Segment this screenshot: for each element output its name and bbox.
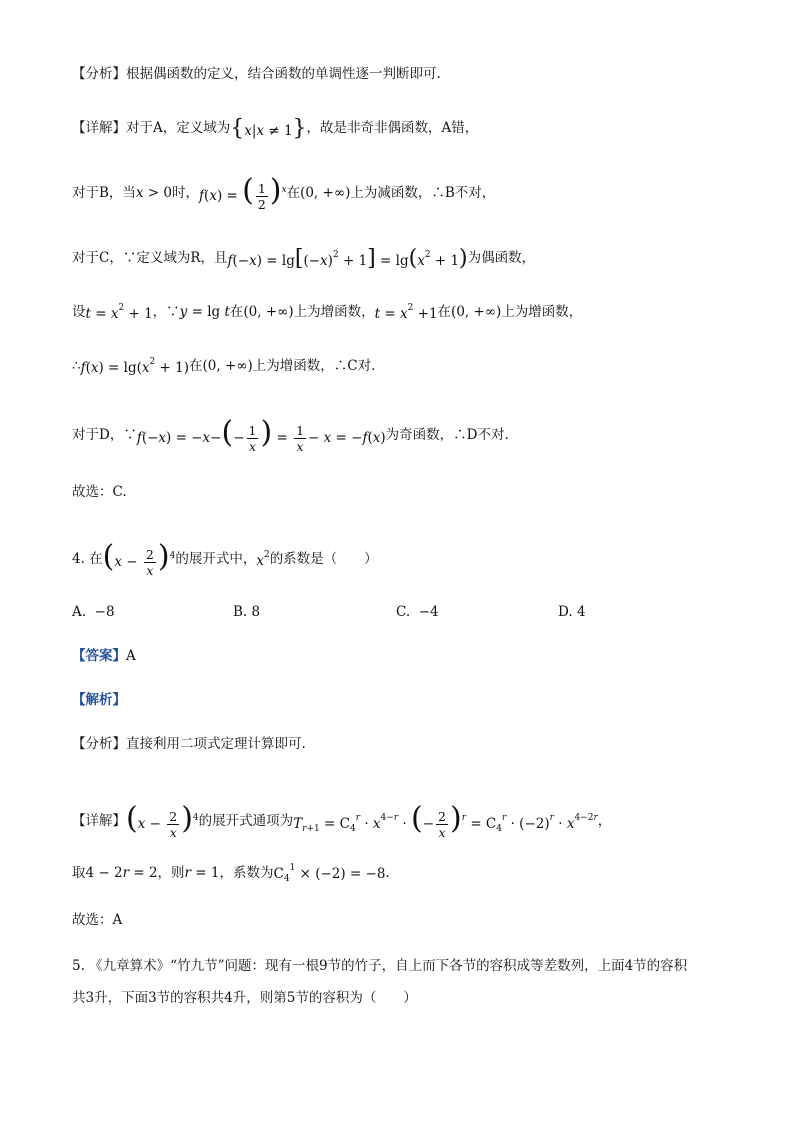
math-interval-3: (0, +∞): [451, 304, 502, 320]
math-x-gt-0: x > 0: [135, 184, 173, 201]
domain-set: {x|x ≠ 1}: [230, 116, 307, 141]
answer-value: A: [126, 648, 136, 664]
line-c-text-1: 对于C，∵定义域为R，且: [72, 250, 228, 267]
choose-text-1: 故选：C.: [72, 484, 127, 500]
option-d-value: 4: [576, 604, 586, 620]
math-interval: (0, +∞): [300, 184, 351, 201]
detail2-text-2: ，: [597, 812, 612, 829]
option-b-label: B.: [233, 604, 248, 620]
line-c-text-2: 为偶函数，: [467, 250, 536, 267]
line-set-text-4: 上为增函数，: [293, 304, 375, 320]
q5-text-1: 5. 《九章算术》“竹九节”问题：现有一根9节的竹子，自上而下各节的容积成等差数列，上面4节的容积: [72, 958, 688, 974]
line-take-text-2: ，则: [157, 865, 185, 882]
math-interval-2: (0, +∞): [243, 304, 294, 320]
option-d-label: D.: [558, 604, 573, 620]
detail2-text-1: 的展开式通项为: [198, 812, 294, 829]
line-option-c: [72, 248, 754, 270]
analysis-text-2: 直接利用二项式定理计算即可.: [126, 736, 306, 752]
math-t-def: $t = x^2 + 1$: [85, 303, 153, 322]
answer-line: [72, 650, 754, 664]
line-set-text-1: 设: [72, 304, 86, 320]
line-option-b: [72, 173, 754, 212]
q5-text-2: 共3升，下面3节的容积共4升，则第5节的容积为（ ）: [72, 990, 417, 1006]
line-b-text-4: 上为减函数，∴B不对，: [350, 184, 496, 201]
q4-text-2: 的展开式中，: [175, 550, 257, 567]
analysis-line-2: [72, 738, 754, 752]
jiexi-tag: 【解析】: [72, 692, 126, 708]
math-y-lg-t: y = lg t: [179, 304, 230, 320]
q4-options: [72, 604, 712, 624]
math-interval-4: (0, +∞): [202, 358, 253, 374]
math-f-lg: $f(x) = \lg(x^2 + 1)$: [80, 357, 190, 376]
analysis-text: 根据偶函数的定义，结合函数的单调性逐一判断即可.: [126, 66, 441, 82]
line-set-text-5: 在: [437, 304, 452, 320]
detail-tag: 【详解】: [72, 120, 126, 137]
math-eq-4-2r: 4 − 2r = 2: [85, 865, 158, 882]
question-5-line-2: [72, 992, 754, 1006]
line-therefore-text-2: 在: [189, 358, 203, 374]
analysis-tag-2: 【分析】: [72, 736, 126, 752]
line-set-t: [72, 304, 754, 322]
analysis-line-1: [72, 68, 754, 82]
line-set-text-2: ，∵: [152, 304, 180, 320]
choose-line-2: [72, 914, 754, 928]
option-d: [558, 604, 586, 620]
jiexi-line: [72, 694, 754, 708]
math-f-neg-x-lg: $f(-x) = \lg[(-x)^2 + 1] = \lg(x^2 + 1)$: [227, 246, 468, 271]
choose-line-1: [72, 486, 754, 500]
detail-text-1: 对于A，定义域为: [126, 120, 231, 137]
line-take: [72, 864, 754, 884]
analysis-tag: 【分析】: [72, 66, 126, 82]
detail-text-2: ，故是非奇非偶函数，A错，: [306, 120, 479, 137]
choose-text-2: 故选：A: [72, 912, 123, 928]
question-4: [72, 539, 754, 578]
line-b-text-2: 时，: [172, 184, 200, 201]
option-c-value: −4: [418, 604, 439, 620]
math-f-odd: f(−x) = −x−(− $\frac{1}{x}$ ) = $\frac{1}{x}$ − x = −f(x): [136, 415, 386, 454]
line-take-text-1: 取: [72, 865, 86, 882]
option-a-value: −8: [94, 604, 115, 620]
line-therefore: [72, 358, 754, 376]
option-a-label: A.: [72, 604, 87, 620]
math-r-eq-1: r = 1: [184, 865, 220, 882]
option-c-label: C.: [396, 604, 411, 620]
math-x-squared: $x^2$: [256, 549, 270, 569]
option-c: [396, 604, 439, 620]
line-set-text-6: 上为增函数，: [501, 304, 583, 320]
math-f-half-power: f(x) = ( $\frac{1}{2}$ )$^x$: [199, 173, 287, 212]
detail-line-a: [72, 118, 754, 140]
q4-number: 4. 在: [72, 550, 103, 567]
line-therefore-text-3: 上为增函数，∴C对.: [252, 358, 376, 374]
line-d-text-2: 为奇函数，∴D不对.: [385, 426, 509, 443]
line-option-d: [72, 415, 754, 454]
math-binomial-2: (x − $\frac{2}{x}$ )$^4$: [126, 801, 199, 840]
question-5-line-1: [72, 960, 754, 974]
line-therefore-text-1: ∴: [72, 358, 81, 374]
line-take-text-3: ，系数为: [219, 865, 274, 882]
line-b-text-3: 在: [286, 184, 301, 201]
line-b-text-1: 对于B，当: [72, 184, 136, 201]
option-b-value: 8: [251, 604, 261, 620]
answer-tag: 【答案】: [72, 648, 126, 664]
option-a: [72, 604, 115, 620]
math-binomial: (x − $\frac{2}{x}$ )$^4$: [102, 539, 176, 578]
detail-tag-2: 【详解】: [72, 812, 126, 829]
option-b: [233, 604, 260, 620]
q4-text-3: 的系数是（ ）: [269, 550, 378, 567]
math-t-def-2: $t = x^2 +1$: [374, 303, 438, 322]
line-d-text-1: 对于D，∵: [72, 426, 137, 443]
line-set-text-3: 在: [229, 304, 244, 320]
math-general-term: $T_{r+1} = C_4^r \cdot x^{4-r}$ · (− $\frac{2}{x}$ )$^r = C_4^r \cdot (-2)^r \cdot x^{4-2r}$: [293, 801, 598, 840]
detail-line-2: [72, 801, 754, 840]
math-coef: $C_4^1 \times (-2) = -8$: [273, 863, 386, 884]
line-take-text-4: .: [385, 865, 390, 882]
